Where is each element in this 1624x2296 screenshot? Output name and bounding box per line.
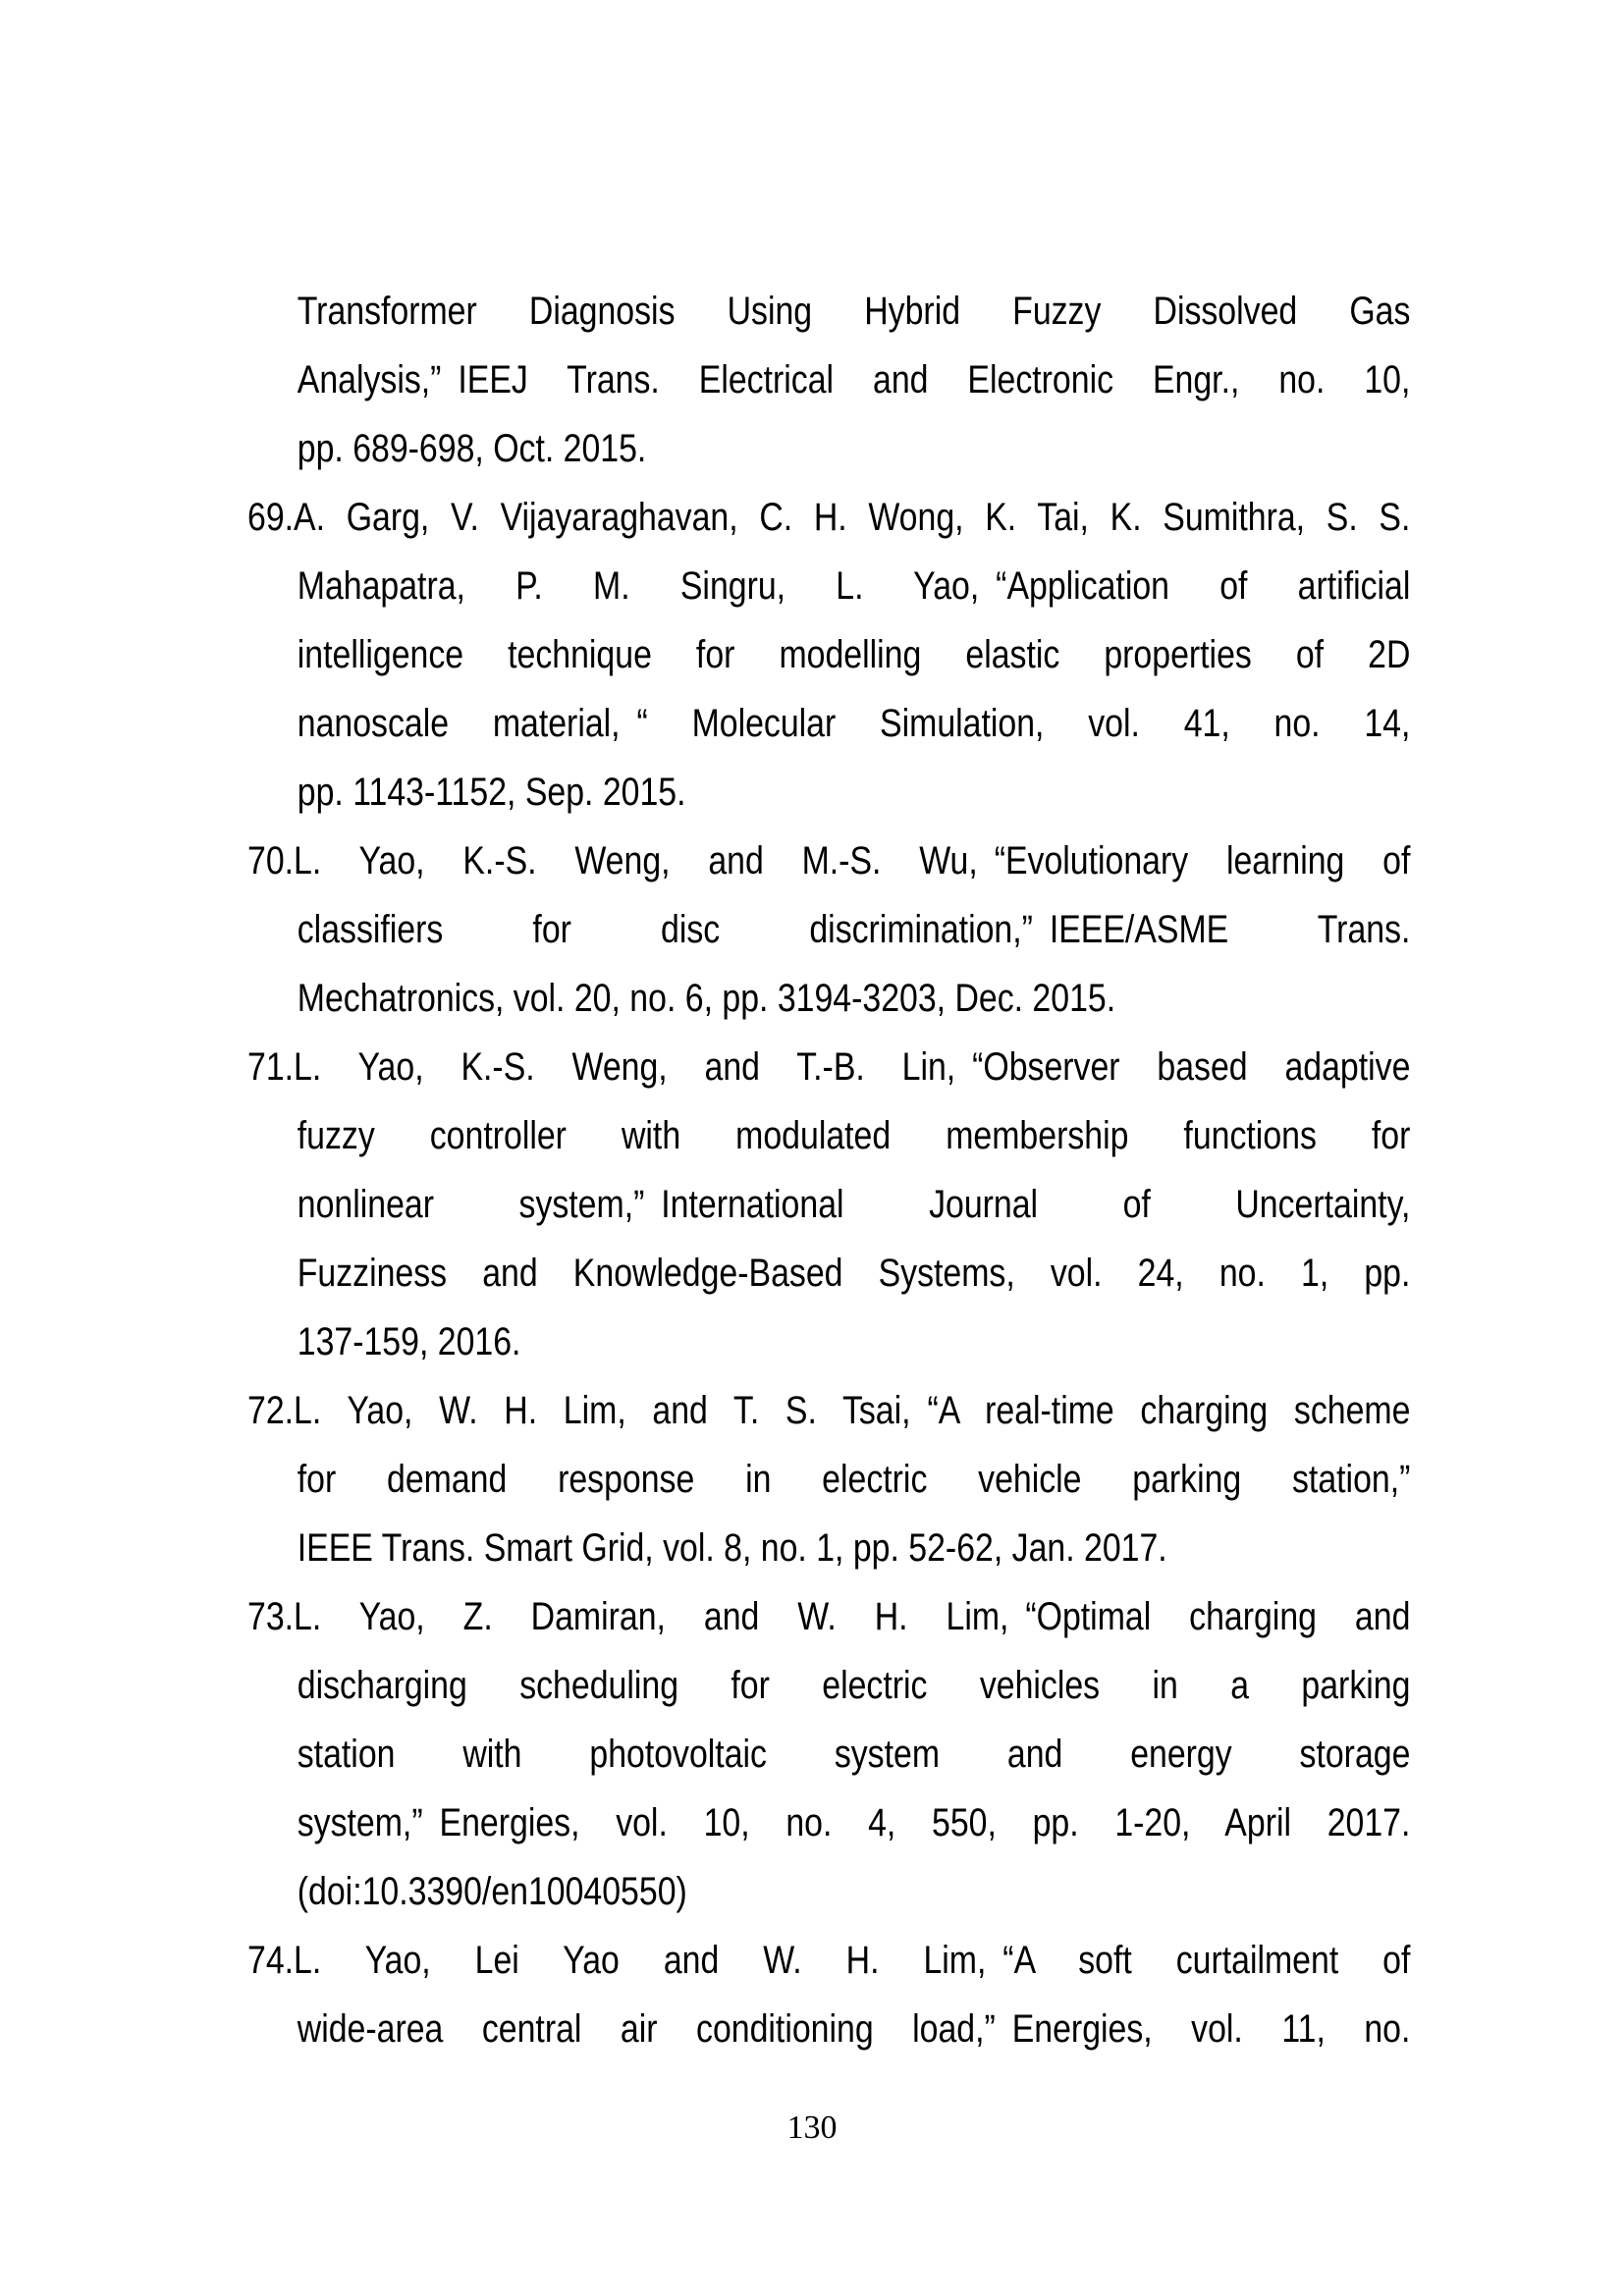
page-number: 130 — [786, 2109, 838, 2146]
reference-number: 72. — [247, 1389, 295, 1432]
reference-line: for demand response in electric vehicle parking station,” — [297, 1458, 1411, 1501]
reference-line: Analysis,” IEEJ Trans. Electrical and Electronic Engr., no. 10, — [297, 358, 1411, 401]
reference-number: 73. — [247, 1595, 295, 1638]
reference-number: 71. — [247, 1045, 295, 1089]
reference-line: intelligence technique for modelling elastic properties of 2D — [297, 633, 1411, 676]
reference-number: 69. — [247, 496, 295, 539]
reference-line-text: L. Yao, Lei Yao and W. H. Lim, “A soft curtailment of — [294, 1939, 1411, 1982]
reference-number: 74. — [247, 1939, 295, 1982]
reference-line: wide-area central air conditioning load,” Energies, vol. 11, no. — [297, 2007, 1411, 2051]
reference-line: Mechatronics, vol. 20, no. 6, pp. 3194-3203, Dec. 2015. — [297, 977, 1116, 1020]
reference-line: fuzzy controller with modulated membership functions for — [297, 1114, 1411, 1157]
reference-line: pp. 689-698, Oct. 2015. — [297, 427, 647, 470]
reference-number: 70. — [247, 839, 295, 882]
reference-entry-71 — [247, 1033, 1410, 1376]
reference-line-text: A. Garg, V. Vijayaraghavan, C. H. Wong, K. Tai, K. Sumithra, S. S. — [294, 496, 1411, 539]
reference-line — [247, 827, 1410, 895]
references-list — [247, 277, 1410, 2063]
reference-line: station with photovoltaic system and energy storage — [297, 1733, 1411, 1776]
reference-line: 137-159, 2016. — [297, 1320, 521, 1363]
reference-line: system,” Energies, vol. 10, no. 4, 550, pp. 1-20, April 2017. — [297, 1801, 1411, 1844]
reference-entry-68-continuation — [247, 277, 1410, 483]
reference-line: pp. 1143-1152, Sep. 2015. — [297, 771, 686, 814]
reference-line-text: L. Yao, Z. Damiran, and W. H. Lim, “Optimal charging and — [294, 1595, 1411, 1638]
reference-line-text: L. Yao, K.-S. Weng, and T.-B. Lin, “Observer based adaptive — [294, 1045, 1411, 1089]
reference-line — [247, 1926, 1410, 1995]
reference-line: nonlinear system,” International Journal of Uncertainty, — [297, 1183, 1411, 1226]
reference-entry-74 — [247, 1926, 1410, 2063]
reference-entry-69 — [247, 483, 1410, 827]
reference-line — [247, 1033, 1410, 1101]
reference-entry-73 — [247, 1582, 1410, 1926]
reference-line: Transformer Diagnosis Using Hybrid Fuzzy Dissolved Gas — [297, 290, 1411, 333]
reference-line-text: L. Yao, W. H. Lim, and T. S. Tsai, “A real-time charging scheme — [294, 1389, 1411, 1432]
reference-line: IEEE Trans. Smart Grid, vol. 8, no. 1, pp. 52-62, Jan. 2017. — [297, 1526, 1167, 1570]
reference-line — [247, 1376, 1410, 1445]
reference-line — [247, 483, 1410, 552]
reference-line: nanoscale material, “ Molecular Simulation, vol. 41, no. 14, — [297, 702, 1411, 745]
reference-entry-70 — [247, 827, 1410, 1033]
reference-line: discharging scheduling for electric vehicles in a parking — [297, 1664, 1411, 1707]
reference-line: classifiers for disc discrimination,” IEEE/ASME Trans. — [297, 908, 1411, 951]
reference-line: (doi:10.3390/en10040550) — [297, 1870, 687, 1913]
reference-line — [247, 1582, 1410, 1651]
reference-line: Mahapatra, P. M. Singru, L. Yao, “Application of artificial — [297, 564, 1411, 608]
reference-entry-72 — [247, 1376, 1410, 1582]
reference-line: Fuzziness and Knowledge-Based Systems, vol. 24, no. 1, pp. — [297, 1252, 1411, 1295]
reference-line-text: L. Yao, K.-S. Weng, and M.-S. Wu, “Evolutionary learning of — [294, 839, 1411, 882]
